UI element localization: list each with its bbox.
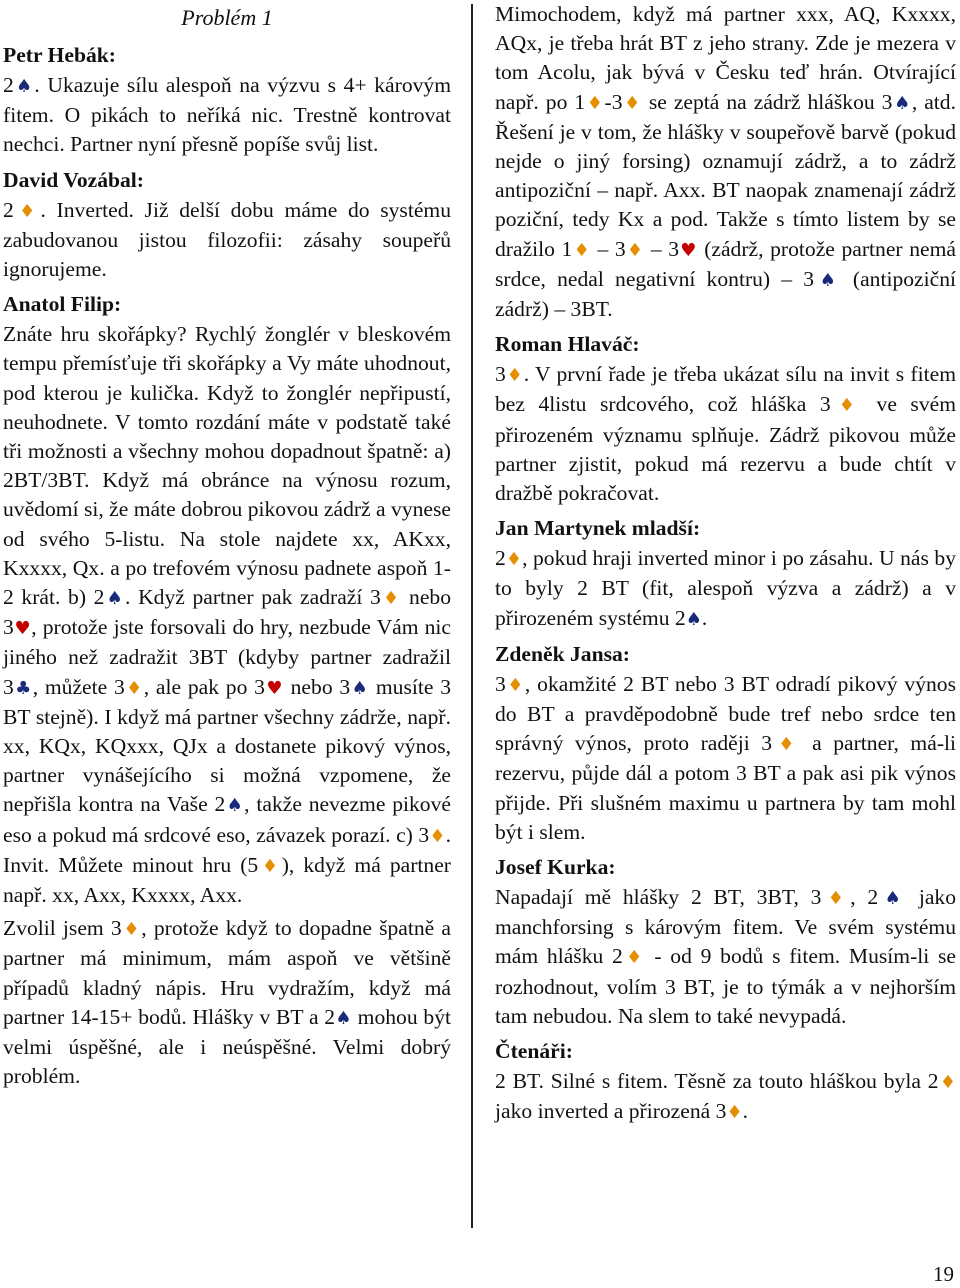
page-number: 19 xyxy=(933,1262,954,1286)
diamond-icon: ♦ xyxy=(121,919,142,941)
answer-readers: 2 BT. Silné s fitem. Těsně za touto hláškou byla 2♦ jako inverted a přirozená 3♦. xyxy=(495,1069,957,1124)
answer-filip: Znáte hru skořápky? Rychlý žonglér v bleskovém tempu přemísťuje tři skořápky a Vy máte uhodnout, pod kterou je kulička. Když to žonglér nepřipustí, neuhodnete. V tomto rozdání máte v podstatě také tři možnosti a všechny mohou dopadnout špatně: a) 2BT/3BT. Když má obránce na výnosu rozum, uvědomí si, že máte dobrou pikovou zádrž a vynese od svého 5-listu. Na stole najdete xx, AKxx, Kxxxx, Qx. a po trefovém výnosu padnete aspoň 1-2 krát. b) 2♠. Když partner pak zadraží 3♦ nebo 3♥, protože jste forsovali do hry, nezbude Vám nic jiného než zadražit 3BT (kdyby partner zadražil 3♣, můžete 3♦, ale pak po 3♥ nebo 3♠ musíte 3 BT stejně). I když má partner všechny zádrže, např. xx, KQx, KQxxx, QJx a dostanete pikový výnos, partner vynášejícího si možná vzpomene, že nepřišla kontra na Vaše 2♠, takže nevezme pikové eso a pokud má srdcové eso, závazek porazí. c) 3♦. Invit. Můžete minout hru (5♦), když má partner např. xx, Axx, Kxxxx, Axx. xyxy=(3,322,452,908)
diamond-icon: ♦ xyxy=(622,92,642,114)
diamond-icon: ♦ xyxy=(585,92,605,114)
diamond-icon: ♦ xyxy=(772,734,801,756)
author-name-readers: Čtenáři: xyxy=(495,1039,573,1064)
heart-icon: ♥ xyxy=(679,239,698,261)
diamond-icon: ♦ xyxy=(505,365,524,387)
answer-filip-conclusion: Zvolil jsem 3♦, protože když to dopadne špatně a partner má minimum, mám aspoň ve většině případů kladný nápis. Hru vydražím, když má partner 14-15+ bodů. Hlášky v BT a 2♠ mohou být velmi úspěšné, ale i neúspěšné. Velmi dobrý problém. xyxy=(3,916,451,1089)
spade-icon: ♠ xyxy=(13,76,35,97)
right-column xyxy=(495,0,956,1132)
diamond-icon: ♦ xyxy=(380,588,402,610)
answer-martynek: 2♦, pokud hraji inverted minor i po zásahu. U nás by to byly 2 BT (fit, alespoň výzva a zádrž) a v přirozeném systému 2♠. xyxy=(495,546,957,630)
author-name-filip: Anatol Filip: xyxy=(3,292,122,317)
diamond-icon: ♦ xyxy=(13,200,41,222)
diamond-icon: ♦ xyxy=(821,888,851,910)
answer-hlavac: 3♦. V první řade je třeba ukázat sílu na invit s fitem bez 4listu srdcového, což hláška 3♦ ve svém přirozeném významu splňuje. Zádrž pikovou může partner zjistit, pokud má rezervu a bude chtít v dražbě pokračovat. xyxy=(495,362,956,506)
spade-icon: ♠ xyxy=(350,677,370,699)
spade-icon: ♠ xyxy=(225,795,245,817)
heart-icon: ♥ xyxy=(264,677,284,699)
diamond-icon: ♦ xyxy=(429,825,446,847)
problem-title: Problém 1 xyxy=(181,5,273,30)
heart-icon: ♥ xyxy=(13,618,32,640)
author-name-hlavac: Roman Hlaváč: xyxy=(495,332,640,357)
diamond-icon: ♦ xyxy=(938,1072,957,1094)
spade-icon: ♠ xyxy=(892,92,912,114)
left-column xyxy=(3,0,451,1096)
diamond-icon: ♦ xyxy=(625,239,645,261)
diamond-icon: ♦ xyxy=(622,947,646,969)
diamond-icon: ♦ xyxy=(505,674,525,696)
diamond-icon: ♦ xyxy=(830,395,863,417)
author-name-kurka: Josef Kurka: xyxy=(495,855,616,880)
answer-vozabal: 2♦. Inverted. Již delší dobu máme do systému zabudovanou jistou filozofii: zásahy soupeřů ignorujeme. xyxy=(3,197,452,282)
spade-icon: ♠ xyxy=(335,1007,352,1029)
spade-icon: ♠ xyxy=(685,608,702,630)
diamond-icon: ♦ xyxy=(505,549,523,571)
answer-kurka: Napadají mě hlášky 2 BT, 3BT, 3♦, 2♠ jako manchforsing s károvým fitem. Ve svém systému mám hlášku 2♦ - od 9 bodů s fitem. Musím-li se rozhodnout, volím 3 BT, je to týmák a v nejhorším tam nebudou. Na slem to také nevypadá. xyxy=(495,885,957,1028)
diamond-icon: ♦ xyxy=(572,239,591,261)
spade-icon: ♠ xyxy=(104,588,126,610)
author-name-hebak: Petr Hebák: xyxy=(3,43,116,67)
answer-filip-continued: Mimochodem, když má partner xxx, AQ, Kxxxx, AQx, je třeba hrát BT z jeho strany. Zde je mezera v tom Acolu, jak bývá v Česku teď hrán. Otvírající např. po 1♦-3♦ se zeptá na zádrž hláškou 3♠, atd. Řešení je v tom, že hlášky v soupeřově barvě (pokud nejde o jiný forsing) oznamují zádrž, a to zádrž antipoziční – např. Axx. BT naopak znamenají zádrž poziční, tedy Kx a pod. Takže s tímto listem by se dražilo 1♦ – 3♦ – 3♥ (zádrž, protože partner nemá srdce, nedal negativní kontru) – 3♠ (antipoziční zádrž) – 3BT. xyxy=(495,2,957,322)
diamond-icon: ♦ xyxy=(726,1102,743,1124)
answer-jansa: 3♦, okamžité 2 BT nebo 3 BT odradí pikový výnos do BT a pravděpodobně bude tref nebo srdce ten správný výnos, proto raději 3♦ a partner, má-li rezervu, půjde dál a potom 3 BT a pak asi pik výnos přijde. Při slušném maximu u partnera by tam mohl být i slem. xyxy=(495,671,957,844)
spade-icon: ♠ xyxy=(814,269,842,291)
author-name-martynek: Jan Martynek mladší: xyxy=(495,516,701,541)
answer-hebak: 2♠. Ukazuje sílu alespoň na výzvu s 4+ károvým fitem. O pikách to neříká nic. Trestně kontrovat nechci. Partner nyní přesně popíše svůj list. xyxy=(3,73,452,157)
spade-icon: ♠ xyxy=(878,888,908,910)
author-name-vozabal: David Vozábal: xyxy=(3,167,144,192)
club-icon: ♣ xyxy=(13,677,33,699)
diamond-icon: ♦ xyxy=(124,677,144,699)
column-divider xyxy=(471,4,473,1228)
diamond-icon: ♦ xyxy=(258,855,282,877)
author-name-jansa: Zdeněk Jansa: xyxy=(495,641,630,666)
